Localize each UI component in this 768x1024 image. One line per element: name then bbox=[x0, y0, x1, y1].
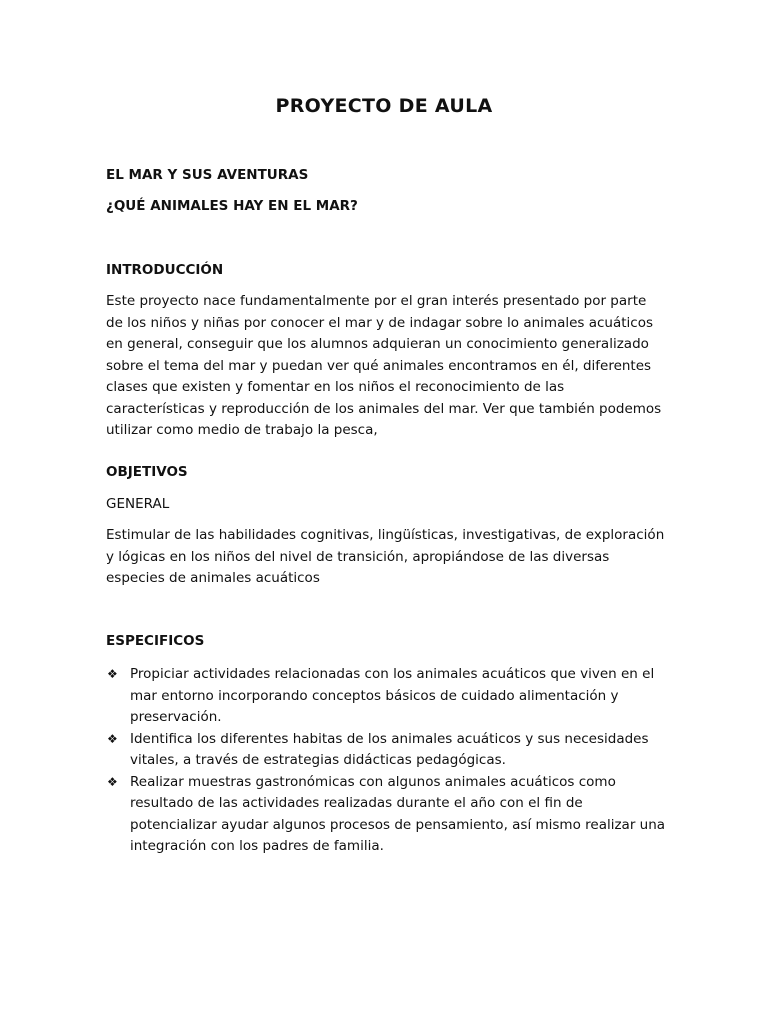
list-item bbox=[106, 729, 666, 772]
introduccion-heading: INTRODUCCIÓN bbox=[106, 262, 224, 278]
introduccion-paragraph: Este proyecto nace fundamentalmente por el gran interés presentado por parte de los niños y niñas por conocer el mar y de indagar sobre lo animales acuáticos en general, conseguir que los alumnos adquieran un conocimiento generalizado sobre el tema del mar y puedan ver qué animales encontramos en él, diferentes clases que existen y fomentar en los niños el reconocimiento de las características y reproducción de los animales del mar. Ver que también podemos utilizar como medio de trabajo la pesca, bbox=[106, 293, 662, 438]
diamond-bullet-icon: ❖ bbox=[107, 774, 118, 789]
list-item-text: Propiciar actividades relacionadas con los animales acuáticos que viven en el mar entorno incorporando conceptos básicos de cuidado alimentación y preservación. bbox=[130, 666, 655, 725]
list-item bbox=[106, 772, 666, 858]
especificos-heading: ESPECIFICOS bbox=[106, 633, 205, 649]
document-title: PROYECTO DE AULA bbox=[275, 95, 493, 117]
especificos-list bbox=[106, 664, 666, 858]
diamond-bullet-icon: ❖ bbox=[107, 667, 118, 681]
project-name: EL MAR Y SUS AVENTURAS bbox=[106, 167, 309, 183]
diamond-bullet-icon: ❖ bbox=[107, 731, 118, 746]
general-paragraph: Estimular de las habilidades cognitivas, lingüísticas, investigativas, de exploración y lógicas en los niños del nivel de transición, apropiándose de las diversas especies de animales acuáticos bbox=[106, 527, 665, 586]
list-item-text: Realizar muestras gastronómicas con algunos animales acuáticos como resultado de las actividades realizadas durante el año con el fin de potencializar ayudar algunos procesos de pensamiento, así mismo realizar una integración con los padres de familia. bbox=[130, 773, 666, 854]
list-item-text: Identifica los diferentes habitas de los animales acuáticos y sus necesidades vitales, a través de estrategias didácticas pedagógicas. bbox=[130, 730, 649, 768]
project-question: ¿QUÉ ANIMALES HAY EN EL MAR? bbox=[106, 198, 358, 214]
objetivos-heading: OBJETIVOS bbox=[106, 464, 188, 480]
list-item bbox=[106, 664, 666, 729]
general-label: GENERAL bbox=[106, 496, 170, 512]
